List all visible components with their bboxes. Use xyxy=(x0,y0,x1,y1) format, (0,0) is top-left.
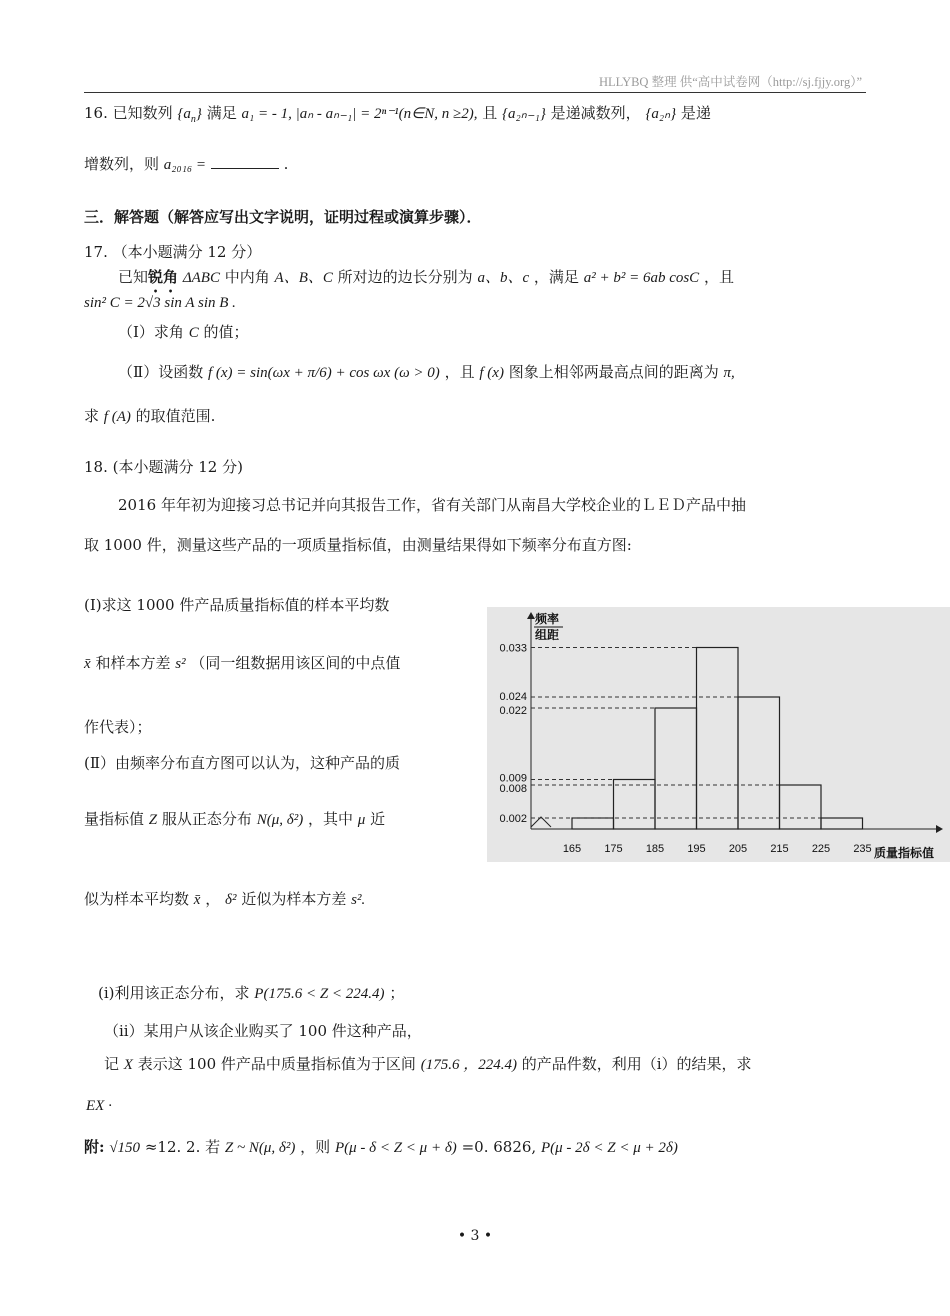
q18-i-line2 xyxy=(84,652,400,673)
q17-p2-a: （Ⅱ）设函数 xyxy=(118,363,204,381)
q16-line2 xyxy=(84,153,288,174)
q17-function: f (x) = sin(ωx + π/6) + cos ωx (ω > 0) xyxy=(207,365,440,381)
q18-sub2: （ii）某用户从该企业购买了 100 件这种产品， xyxy=(104,1022,422,1040)
appendix-sqrt: √150 xyxy=(109,1140,141,1156)
q18-ii3-xbar: x̄ xyxy=(193,892,201,908)
q16-end: . xyxy=(283,155,289,173)
header-rule xyxy=(84,92,866,93)
q16-text-e: 是递 xyxy=(680,104,711,122)
x-tick-label: 235 xyxy=(853,843,872,855)
histogram-panel xyxy=(487,607,950,862)
q18-ii2-g: 近 xyxy=(370,810,386,828)
q17-p3-fa: f (A) xyxy=(103,409,131,425)
q17-p2-fx: f (x) xyxy=(479,365,504,381)
y-axis-label-bottom: 组距 xyxy=(535,628,560,642)
q18-i2-d: （同一组数据用该区间的中点值 xyxy=(190,654,401,672)
q17-p2-pi: π, xyxy=(723,365,735,381)
q17-p2-c: ，且 xyxy=(444,363,475,381)
appendix-approx: ≈12. 2. 若 xyxy=(144,1138,221,1156)
q17-angles: A、B、C xyxy=(274,270,333,286)
q16-line1 xyxy=(84,102,711,125)
q16-text-b: 满足 xyxy=(206,104,237,122)
q16-seq-odd: {a₂ₙ₋₁} xyxy=(502,106,546,122)
q16-text-d: 是递减数列， xyxy=(550,104,641,122)
q18-ii2-c: 服从正态分布 xyxy=(161,810,252,828)
y-tick-label: 0.002 xyxy=(499,813,527,825)
q18-intro-line1: 2016 年年初为迎接习总书记并向其报告工作，省有关部门从南昌大学校企业的ＬＥＤ产品中抽 xyxy=(118,496,746,514)
x-tick-label: 195 xyxy=(687,843,706,855)
q17-text-a: 已知 xyxy=(118,268,149,286)
q16-seq-even: {a₂ₙ} xyxy=(645,106,677,122)
q18-sub1-a: (i)利用该正态分布，求 xyxy=(98,984,250,1002)
y-tick-label: 0.033 xyxy=(499,642,527,655)
q17-p3-c: 的取值范围. xyxy=(135,407,216,425)
q18-i-line3: 作代表）； xyxy=(84,718,152,736)
q17-text-g: ，满足 xyxy=(533,268,579,286)
appendix-then: ，则 xyxy=(300,1138,331,1156)
appendix-p1-value: =0. 6826, xyxy=(461,1138,537,1156)
section3-title: 三．解答题（解答应写出文字说明，证明过程或演算步骤）． xyxy=(84,208,482,226)
histogram-bar xyxy=(738,697,780,829)
q17-part2 xyxy=(118,361,735,382)
x-tick-label: 205 xyxy=(728,843,748,855)
y-tick-label: 0.008 xyxy=(499,783,527,795)
histogram-bar xyxy=(780,785,822,829)
page-number: • 3 • xyxy=(457,1228,493,1244)
q17-part1 xyxy=(118,321,249,342)
q16-target: a₂₀₁₆ = xyxy=(163,157,207,173)
q18-ii3-e: 近似为样本方差 xyxy=(241,890,347,908)
histogram-bar xyxy=(614,780,656,830)
q18-i2-b: 和样本方差 xyxy=(95,654,171,672)
histogram-bar xyxy=(572,818,614,829)
appendix-label: 附: xyxy=(84,1138,105,1156)
y-axis-label-top: 频率 xyxy=(535,612,560,626)
q17-text-i: ，且 xyxy=(703,268,734,286)
q18-ii3-a: 似为样本平均数 xyxy=(84,890,190,908)
q18-sub3-interval: (175.6 ，224.4) xyxy=(420,1057,517,1073)
q17-p1-angle: C xyxy=(188,325,199,341)
appendix-p1: P(μ - δ < Z < μ + δ) xyxy=(334,1140,457,1156)
q18-intro-line2: 取 1000 件，测量这些产品的一项质量指标值，由测量结果得如下频率分布直方图: xyxy=(84,536,632,554)
q17-line2: sin² C = 2√3 sin A sin B . xyxy=(84,295,236,311)
q16-seq-an: $\{a_n\}$ xyxy=(177,106,202,125)
y-tick-label: 0.009 xyxy=(499,772,527,785)
q18-s2: s² xyxy=(175,656,186,672)
q18-sub3-x: X xyxy=(123,1057,133,1073)
q18-sub3-a: 记 xyxy=(104,1055,120,1073)
q18-heading: 18. (本小题满分 12 分) xyxy=(84,458,243,476)
q18-ii3-c: ， xyxy=(205,890,221,908)
histogram-bar xyxy=(697,648,739,830)
x-tick-label: 185 xyxy=(645,843,665,855)
q17-text-e: 所对边的边长分别为 xyxy=(337,268,473,286)
q16-condition: a₁ = - 1, |aₙ - aₙ₋₁| = 2ⁿ⁻¹(n∈N, n ≥2), xyxy=(241,106,478,122)
q16-text-c: 且 xyxy=(482,104,498,122)
q18-xbar: x̄ xyxy=(84,656,91,672)
x-axis-label: 质量指标值 xyxy=(874,846,935,860)
q17-heading: 17. （本小题满分 12 分） xyxy=(84,243,262,261)
q18-ii3-s2: s². xyxy=(351,892,366,908)
histogram-bar xyxy=(655,708,697,829)
q18-ii-line1: (Ⅱ）由频率分布直方图可以认为，这种产品的质 xyxy=(84,754,401,772)
q18-sub1-prob: P(175.6 < Z < 224.4) xyxy=(254,986,385,1002)
q18-sub1-c: ； xyxy=(389,984,405,1002)
q18-sub3-c: 表示这 100 件产品中质量指标值为于区间 xyxy=(137,1055,416,1073)
histogram-bar xyxy=(821,818,863,829)
page-header: HLLYBQ 整理 供“高中试卷网（http://sj.fjjy.org）” xyxy=(599,75,862,89)
q18-i-line1: (Ⅰ)求这 1000 件产品质量指标值的样本平均数 xyxy=(84,596,390,614)
q18-ii2-a: 量指标值 xyxy=(84,810,145,828)
q17-p3-a: 求 xyxy=(84,407,100,425)
q17-part2-line2 xyxy=(84,405,215,426)
q16-text-f: 增数列，则 xyxy=(84,155,160,173)
q17-p1-a: （Ⅰ）求角 xyxy=(118,323,184,341)
q18-appendix xyxy=(84,1136,678,1157)
q18-ii2-e: ，其中 xyxy=(308,810,354,828)
y-tick-label: 0.024 xyxy=(499,691,527,703)
q17-text-c: 中内角 xyxy=(224,268,270,286)
q17-triangle: ΔABC xyxy=(182,270,220,286)
q17-p2-e: 图象上相邻两最高点间的距离为 xyxy=(508,363,719,381)
q18-ex: EX · xyxy=(86,1098,112,1114)
y-tick-label: 0.022 xyxy=(499,705,527,717)
q17-condition: a² + b² = 6ab cosC xyxy=(583,270,700,286)
q18-sub3-e: 的产品件数，利用（i）的结果，求 xyxy=(521,1055,752,1073)
q17-line1 xyxy=(118,266,734,296)
x-tick-label: 165 xyxy=(562,843,582,855)
x-tick-label: 215 xyxy=(770,843,789,855)
appendix-p2: P(μ - 2δ < Z < μ + 2δ) xyxy=(540,1140,678,1156)
q17-acute-emphasis: 锐角 xyxy=(148,268,179,286)
q16-text-a: 16. 已知数列 xyxy=(84,104,173,122)
x-tick-label: 175 xyxy=(604,843,623,855)
frequency-histogram xyxy=(487,607,950,862)
q17-p1-c: 的值； xyxy=(203,323,249,341)
q18-sub3 xyxy=(104,1053,752,1074)
q18-normal: N(μ, δ²) xyxy=(256,812,304,828)
q18-ii-line3 xyxy=(84,888,365,909)
q17-sides: a、b、c xyxy=(477,270,530,286)
q18-mu: μ xyxy=(357,812,366,828)
q18-ii-line2 xyxy=(84,808,385,829)
q18-z: Z xyxy=(148,812,158,828)
q18-sub1 xyxy=(98,982,404,1003)
q18-delta2: δ² xyxy=(225,892,237,908)
appendix-dist: Z ~ N(μ, δ²) xyxy=(224,1140,296,1156)
x-tick-label: 225 xyxy=(811,843,831,855)
q16-answer-blank xyxy=(211,154,279,169)
